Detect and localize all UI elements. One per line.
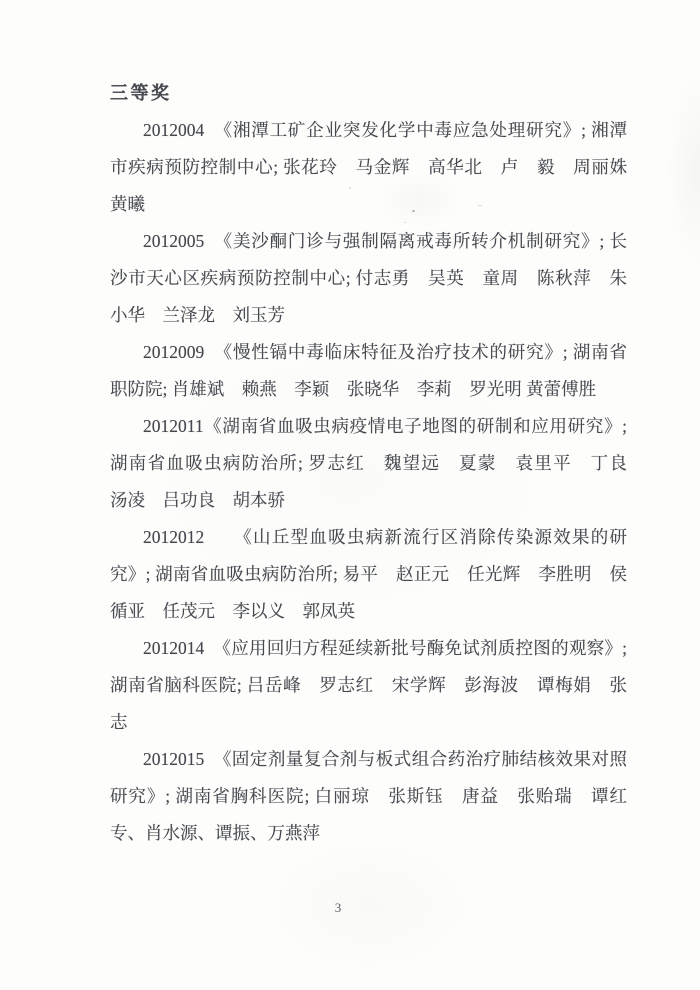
text-line: 黄曦 [110,194,145,214]
text-line: 究》; 湖南省血吸虫病防治所; 易平 赵正元 任光辉 李胜明 侯 [110,564,627,584]
text-line: 小华 兰泽龙 刘玉芳 [110,305,285,325]
award-entry [110,223,627,334]
text-line: 湖南省脑科医院; 吕岳峰 罗志红 宋学辉 彭海波 谭梅娟 张 [110,675,627,695]
text-line: 市疾病预防控制中心; 张花玲 马金辉 高华北 卢 毅 周丽姝 [110,157,627,177]
text-line: 2012014 《应用回归方程延续新批号酶免试剂质控图的观察》; [143,638,627,658]
text-line: 2012015 《固定剂量复合剂与板式组合药治疗肺结核效果对照 [143,749,627,769]
text-line: 湖南省血吸虫病防治所; 罗志红 魏望远 夏蒙 袁里平 丁良 [110,453,627,473]
award-entry [110,334,627,408]
award-entry [110,408,627,519]
text-line: 2012011《湖南省血吸虫病疫情电子地图的研制和应用研究》; [143,416,627,436]
text-line: 汤凌 吕功良 胡本骄 [110,490,285,510]
text-line: 2012005 《美沙酮门诊与强制隔离戒毒所转介机制研究》; 长 [143,231,627,251]
award-entry [110,519,627,630]
text-line: 研究》; 湖南省胸科医院; 白丽琼 张斯钰 唐益 张贻瑞 谭红 [110,786,627,806]
text-line: 2012004 《湘潭工矿企业突发化学中毒应急处理研究》; 湘潭 [143,120,627,140]
text-line: 专、肖水源、谭振、万燕萍 [110,823,320,843]
text-line: 2012009 《慢性镉中毒临床特征及治疗技术的研究》; 湖南省 [143,342,627,362]
text-line: 沙市天心区疾病预防控制中心; 付志勇 吴英 童周 陈秋萍 朱 [110,268,627,288]
text-line: 职防院; 肖雄斌 赖燕 李颖 张晓华 李莉 罗光明 黄蕾傅胜 [110,379,597,399]
document-body [110,75,627,852]
award-tier-heading: 三等奖 [110,83,172,103]
text-line: 2012012 《山丘型血吸虫病新流行区消除传染源效果的研 [143,527,627,547]
award-entry [110,630,627,741]
page-number: 3 [334,900,342,915]
text-line: 志 [110,712,128,732]
text-line: 循亚 任茂元 李以义 郭凤英 [110,601,355,621]
award-entry [110,112,627,223]
award-entry [110,741,627,852]
